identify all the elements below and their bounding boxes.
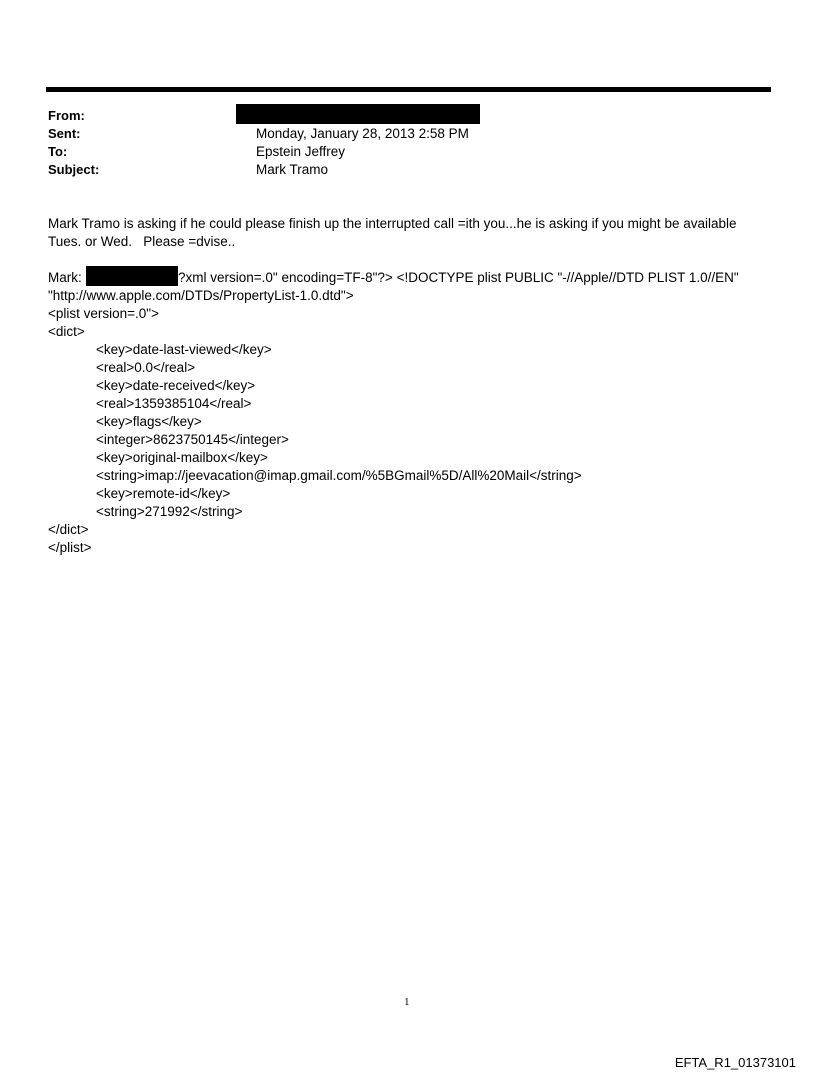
page-number: 1: [404, 996, 410, 1008]
mark-label: Mark:: [48, 270, 82, 285]
from-label: From:: [48, 108, 85, 123]
xml-declaration: ?xml version=.0" encoding=TF-8"?> <!DOCTYPE plist PUBLIC "-//Apple//DTD PLIST 1.0//EN": [178, 270, 739, 285]
document-id: EFTA_R1_01373101: [674, 1055, 796, 1070]
to-label: To:: [48, 144, 68, 159]
dict-open: <dict>: [48, 324, 85, 339]
dict-entry: <real>1359385104</real>: [96, 396, 252, 411]
dict-entry: <integer>8623750145</integer>: [96, 432, 289, 447]
message-line-2: Tues. or Wed. Please =dvise..: [48, 234, 236, 249]
dict-entry: <string>imap://jeevacation@imap.gmail.com/%5BGmail%5D/All%20Mail</string>: [96, 468, 582, 483]
dict-entry: <key>original-mailbox</key>: [96, 450, 268, 465]
message-line-1: Mark Tramo is asking if he could please finish up the interrupted call =ith you...he is asking if you might be available: [48, 216, 737, 231]
dict-entry: <key>remote-id</key>: [96, 486, 231, 501]
dict-entry: <string>271992</string>: [96, 504, 243, 519]
redacted-sender: [236, 104, 480, 124]
dtd-line: "http://www.apple.com/DTDs/PropertyList-1.0.dtd">: [48, 288, 354, 303]
plist-close: </plist>: [48, 540, 92, 555]
sent-label: Sent:: [48, 126, 81, 141]
to-value: Epstein Jeffrey: [256, 144, 346, 159]
dict-entry: <key>flags</key>: [96, 414, 202, 429]
subject-label: Subject:: [48, 162, 100, 177]
sent-value: Monday, January 28, 2013 2:58 PM: [256, 126, 469, 141]
header-rule: [46, 87, 771, 92]
dict-entry: <key>date-last-viewed</key>: [96, 342, 272, 357]
dict-entry: <key>date-received</key>: [96, 378, 256, 393]
dict-entry: <real>0.0</real>: [96, 360, 196, 375]
dict-close: </dict>: [48, 522, 89, 537]
redacted-mark-contact: [86, 266, 178, 286]
plist-open: <plist version=.0">: [48, 306, 159, 321]
subject-value: Mark Tramo: [256, 162, 329, 177]
